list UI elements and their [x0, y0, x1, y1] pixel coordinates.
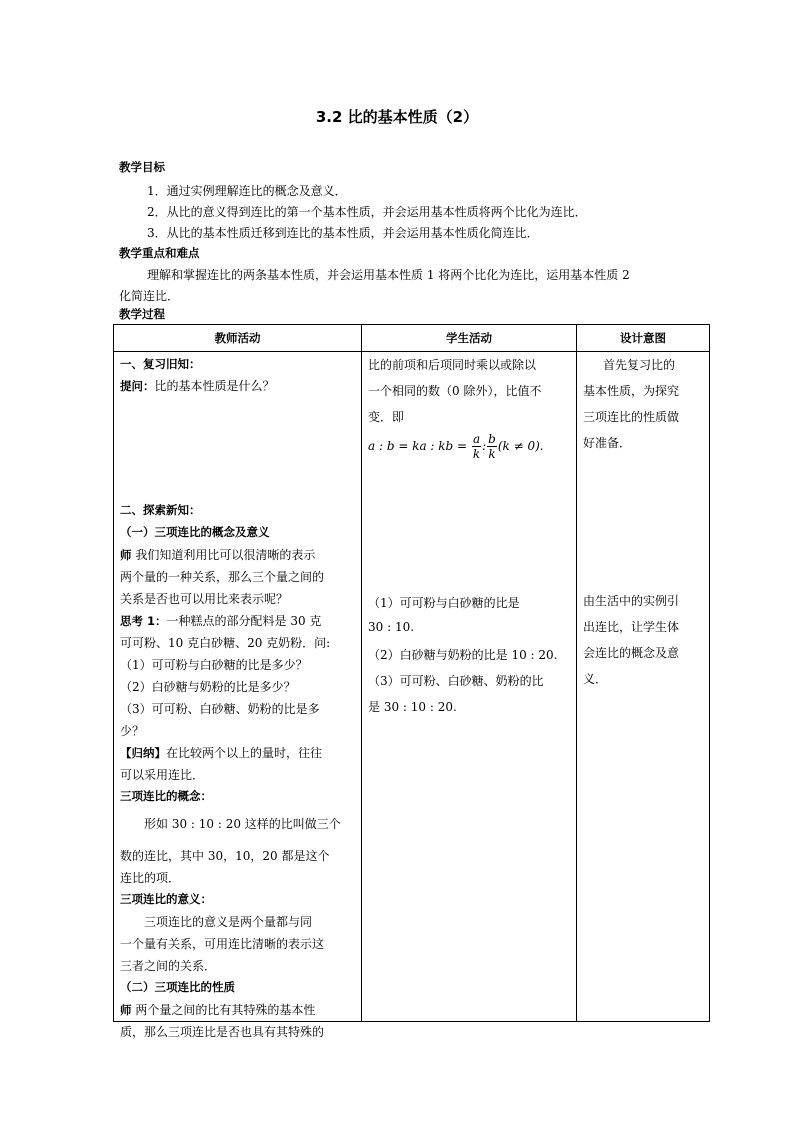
summary-line2: 可以采用连比． — [120, 768, 205, 782]
summary-label: 【归纳】 — [120, 746, 166, 760]
think-label: 思考 1： — [120, 614, 167, 628]
para2-text-1: 两个量之间的比有其特殊的基本性 — [135, 1003, 316, 1017]
teacher-para1-line2: 两个量的一种关系，那么三个量之间的 — [120, 570, 325, 584]
summary-text-1: 在比较两个以上的量时，往往 — [166, 746, 323, 760]
question-3-line2: 少？ — [120, 724, 145, 738]
process-heading: 教学过程 — [119, 307, 165, 321]
intent-2-line3: 会连比的概念及意 — [583, 646, 680, 660]
keypoints-line-2: 化简连比． — [119, 289, 180, 303]
objective-1: 1．通过实例理解连比的概念及意义． — [147, 184, 347, 198]
meaning-line1: 三项连比的意义是两个量都与同 — [144, 915, 313, 929]
answer-1-line1: （1）可可粉与白砂糖的比是 — [368, 596, 520, 610]
answer-3-line2: 是 30 : 10 : 20. — [368, 700, 457, 714]
frac-b-denominator: k — [488, 447, 496, 461]
teacher-activity-cell — [114, 352, 362, 1039]
intent-2-line2: 出连比，让学生体 — [583, 620, 680, 634]
keypoints-line-1: 理解和掌握连比的两条基本性质，并会运用基本性质 1 将两个比化为连比，运用基本性质 2 — [147, 268, 630, 282]
table-header-row — [114, 325, 710, 352]
objective-3: 3．从比的基本性质迁移到连比的基本性质，并会运用基本性质化简连比． — [147, 226, 539, 240]
think1-line1 — [120, 612, 321, 629]
sub2-title: （二）三项连比的性质 — [120, 980, 235, 994]
concept-line1: 形如 30 : 10 : 20 这样的比叫做三个 — [144, 817, 341, 831]
header-design-intent: 设计意图 — [577, 325, 710, 352]
answer-3-line1: （3）可可粉、白砂糖、奶粉的比 — [368, 674, 544, 688]
frac-a-denominator: k — [472, 447, 481, 461]
sub1-title: （一）三项连比的概念及意义 — [120, 525, 270, 539]
question-line — [120, 377, 275, 394]
para1-text-1: 我们知道利用比可以很清晰的表示 — [135, 548, 316, 562]
intent-2-line4: 义． — [583, 672, 608, 686]
answer-line2: 一个相同的数（0 除外），比值不 — [368, 384, 542, 398]
intent-1-line3: 三项连比的性质做 — [583, 410, 680, 424]
header-teacher-activity: 教师活动 — [114, 325, 362, 352]
formula-left: a : b = ka : kb = — [368, 439, 468, 453]
answer-1-line2: 30 : 10. — [368, 620, 415, 634]
answer-2: （2）白砂糖与奶粉的比是 10 : 20. — [368, 648, 558, 662]
teacher-para2-line1 — [120, 1001, 315, 1018]
intent-1-line4: 好准备． — [583, 436, 632, 450]
think1-line2: 可可粉、10 克白砂糖、20 克奶粉．问: — [120, 636, 331, 650]
question-1: （1）可可粉与白砂糖的比是多少？ — [120, 658, 308, 672]
review-title: 一、复习旧知： — [120, 357, 201, 371]
meaning-title: 三项连比的意义： — [120, 892, 212, 906]
summary-line1 — [120, 744, 322, 761]
meaning-line3: 三者之间的关系． — [120, 959, 217, 973]
explore-title: 二、探索新知： — [120, 503, 201, 517]
property-formula: a : b = ka : kb = $\frac{a}{k}$ : $\frac{b}{k}$ (k ≠ 0). — [368, 432, 544, 461]
answer-line1: 比的前项和后项同时乘以或除以 — [368, 358, 537, 372]
answer-line3: 变．即 — [368, 410, 405, 424]
objective-2: 2．从比的意义得到连比的第一个基本性质，并会运用基本性质将两个比化为连比． — [147, 205, 587, 219]
student-activity-cell — [362, 352, 577, 1022]
objectives-heading: 教学目标 — [119, 160, 165, 174]
concept-line2: 数的连比，其中 30，10，20 都是这个 — [120, 849, 330, 863]
fraction-b-over-k — [487, 432, 497, 461]
frac-a-numerator: a — [472, 432, 481, 446]
intent-1-line1: 首先复习比的 — [603, 358, 676, 372]
teacher-para1-line1 — [120, 546, 315, 563]
header-student-activity: 学生活动 — [362, 325, 577, 352]
teacher-para2-line2: 质，那么三项连比是否也具有其特殊的 — [120, 1025, 325, 1039]
meaning-line2: 一个量有关系，可用连比清晰的表示这 — [120, 937, 325, 951]
question-label: 提问： — [120, 379, 155, 393]
table-body-row — [114, 352, 710, 1022]
question-2: （2）白砂糖与奶粉的比是多少？ — [120, 680, 296, 694]
think-text-1: 一种糕点的部分配料是 30 克 — [166, 614, 322, 628]
frac-b-numerator: b — [488, 432, 496, 446]
intent-1-line2: 基本性质，为探究 — [583, 384, 680, 398]
teacher-label: 师 — [120, 548, 132, 562]
keypoints-heading: 教学重点和难点 — [119, 246, 200, 260]
design-intent-cell — [577, 352, 710, 1022]
question-text: 比的基本性质是什么？ — [154, 379, 275, 393]
fraction-a-over-k — [472, 432, 481, 461]
formula-right: (k ≠ 0). — [497, 439, 544, 453]
concept-line3: 连比的项． — [120, 871, 181, 885]
page-title: 3.2 比的基本性质（2） — [315, 108, 479, 126]
teacher-para1-line3: 关系是否也可以用比来表示呢？ — [120, 592, 289, 606]
teaching-process-table — [113, 324, 710, 1039]
teacher-label-2: 师 — [120, 1003, 132, 1017]
intent-2-line1: 由生活中的实例引 — [583, 594, 680, 608]
concept-title: 三项连比的概念： — [120, 789, 212, 803]
question-3-line1: （3）可可粉、白砂糖、奶粉的比是多 — [120, 702, 320, 716]
